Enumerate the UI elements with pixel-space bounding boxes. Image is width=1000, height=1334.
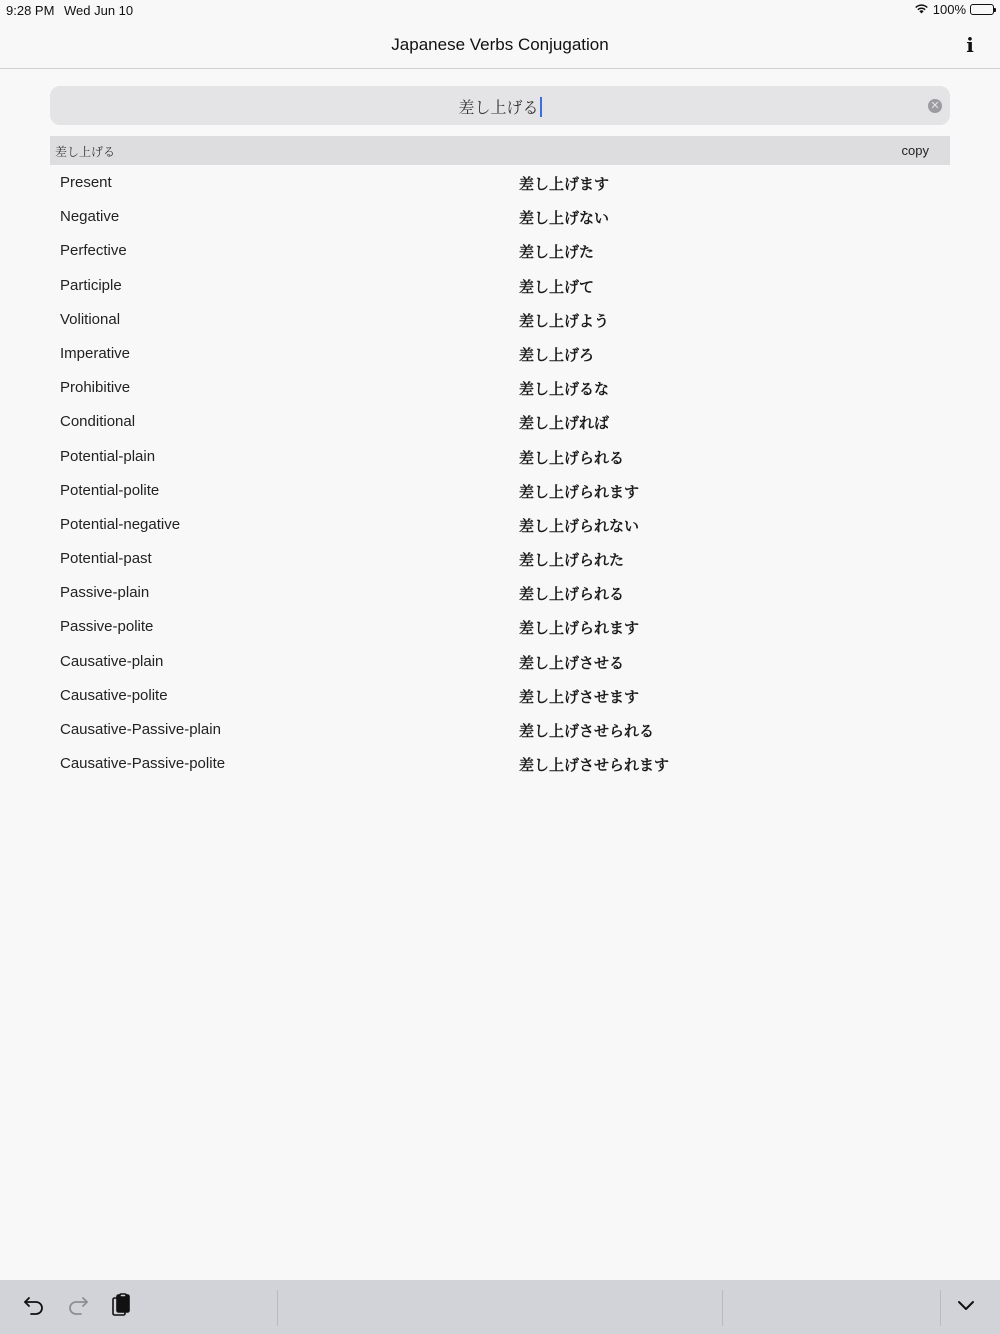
- conjugation-value: 差し上げた: [519, 244, 595, 262]
- conjugation-label: Participle: [60, 276, 122, 294]
- conjugation-label: Conditional: [60, 413, 136, 431]
- conjugation-label: Potential-polite: [60, 481, 160, 499]
- conjugation-value: 差し上げられない: [519, 517, 640, 535]
- info-icon: i: [966, 33, 974, 57]
- conjugation-value: 差し上げて: [519, 278, 595, 296]
- dismiss-keyboard-button[interactable]: [953, 1294, 979, 1320]
- status-indicators: [914, 2, 994, 17]
- redo-button[interactable]: [65, 1294, 91, 1320]
- conjugation-value: 差し上げさせます: [519, 688, 640, 706]
- conjugation-row[interactable]: [50, 746, 950, 780]
- conjugation-row[interactable]: [50, 644, 950, 678]
- search-input-value[interactable]: [50, 95, 950, 118]
- conjugation-value: 差し上げられる: [519, 449, 625, 467]
- conjugation-value: 差し上げられます: [519, 620, 640, 638]
- conjugation-label: Present: [60, 174, 112, 191]
- battery-icon: [970, 4, 994, 15]
- conjugation-row[interactable]: [50, 302, 950, 336]
- conjugation-label: Causative-plain: [60, 652, 164, 670]
- paste-icon: [110, 1293, 132, 1322]
- chevron-down-icon: [956, 1298, 976, 1316]
- conjugation-row[interactable]: [50, 199, 950, 233]
- conjugation-row[interactable]: [50, 439, 950, 473]
- conjugation-row[interactable]: [50, 404, 950, 438]
- battery-percent: 100%: [932, 2, 966, 17]
- conjugation-label: Causative-Passive-plain: [60, 721, 221, 738]
- info-button[interactable]: [960, 33, 980, 57]
- conjugation-row[interactable]: [50, 233, 950, 267]
- text-cursor: [540, 97, 542, 117]
- toolbar-divider: [277, 1290, 278, 1326]
- conjugation-label: Negative: [60, 208, 120, 226]
- conjugation-value: 差し上げろ: [519, 346, 595, 364]
- conjugation-row[interactable]: [50, 370, 950, 404]
- wifi-icon: [914, 2, 929, 17]
- section-header: [50, 136, 950, 165]
- verb-search-input[interactable]: [50, 86, 950, 125]
- navigation-bar: [0, 22, 1000, 69]
- conjugation-label: Causative-Passive-polite: [60, 755, 226, 773]
- conjugation-row[interactable]: [50, 336, 950, 370]
- conjugation-label: Prohibitive: [60, 379, 131, 397]
- clear-icon[interactable]: ✕: [928, 99, 942, 113]
- conjugation-label: Perfective: [60, 242, 127, 260]
- conjugation-list: [50, 165, 950, 780]
- status-time: 9:28 PM: [6, 3, 55, 18]
- conjugation-value: 差し上げさせられる: [519, 723, 655, 740]
- conjugation-row[interactable]: [50, 575, 950, 609]
- conjugation-label: Passive-plain: [60, 584, 150, 602]
- search-text: 差し上げる: [458, 100, 539, 117]
- conjugation-value: 差し上げさせる: [519, 654, 625, 672]
- conjugation-row[interactable]: [50, 268, 950, 302]
- conjugation-label: Causative-polite: [60, 686, 168, 704]
- conjugation-row[interactable]: [50, 541, 950, 575]
- conjugation-label: Potential-negative: [60, 515, 181, 533]
- undo-button[interactable]: [21, 1294, 47, 1320]
- conjugation-value: 差し上げられます: [519, 483, 640, 501]
- conjugation-value: 差し上げよう: [519, 312, 610, 330]
- conjugation-value: 差し上げさせられます: [519, 757, 670, 775]
- conjugation-value: 差し上げれば: [519, 415, 610, 433]
- status-date: Wed Jun 10: [64, 3, 134, 18]
- conjugation-label: Imperative: [60, 344, 131, 362]
- status-bar: [0, 0, 1000, 22]
- undo-icon: [23, 1295, 45, 1320]
- redo-icon: [67, 1295, 89, 1320]
- conjugation-row[interactable]: [50, 609, 950, 643]
- conjugation-value: 差し上げられた: [519, 552, 625, 570]
- conjugation-label: Passive-polite: [60, 618, 154, 636]
- conjugation-value: 差し上げない: [519, 210, 610, 228]
- keyboard-shortcut-bar: [0, 1280, 1000, 1334]
- conjugation-row[interactable]: [50, 165, 950, 199]
- toolbar-divider: [722, 1290, 723, 1326]
- conjugation-label: Potential-plain: [60, 447, 156, 465]
- conjugation-row[interactable]: [50, 712, 950, 746]
- page-title: Japanese Verbs Conjugation: [391, 35, 609, 54]
- conjugation-value: 差し上げるな: [519, 381, 610, 399]
- conjugation-row[interactable]: [50, 507, 950, 541]
- copy-button[interactable]: copy: [901, 143, 929, 158]
- conjugation-label: Potential-past: [60, 550, 152, 568]
- conjugation-row[interactable]: [50, 473, 950, 507]
- conjugation-row[interactable]: [50, 678, 950, 712]
- conjugation-value: 差し上げます: [519, 176, 610, 193]
- conjugation-label: Volitional: [60, 310, 121, 328]
- toolbar-divider: [940, 1290, 941, 1326]
- conjugation-value: 差し上げられる: [519, 586, 625, 604]
- section-title: 差し上げる: [55, 145, 116, 159]
- paste-button[interactable]: [108, 1294, 134, 1320]
